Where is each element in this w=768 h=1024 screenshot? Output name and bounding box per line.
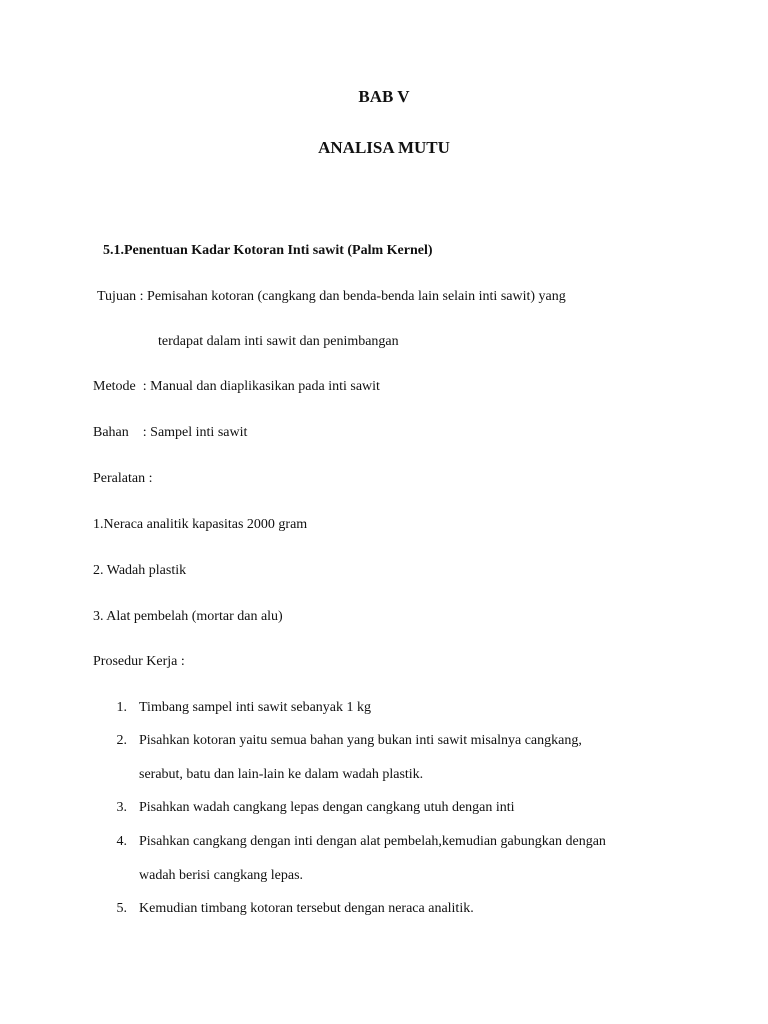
peralatan-item-2: 2. Wadah plastik — [93, 563, 187, 578]
peralatan-item-3: 3. Alat pembelah (mortar dan alu) — [93, 609, 283, 624]
step-text-continued: wadah berisi cangkang lepas. — [139, 868, 304, 883]
metode-line: Metode : Manual dan diaplikasikan pada inti sawit — [93, 379, 380, 394]
step-number: 1. — [116, 700, 127, 715]
step-number: 5. — [116, 901, 127, 916]
step-number: 2. — [116, 733, 127, 748]
chapter-label: BAB V — [358, 87, 410, 106]
section-heading: 5.1.Penentuan Kadar Kotoran Inti sawit (Palm Kernel) — [103, 243, 433, 258]
step-text: Kemudian timbang kotoran tersebut dengan neraca analitik. — [139, 901, 474, 916]
peralatan-label: Peralatan : — [93, 471, 153, 486]
tujuan-line-1: Tujuan : Pemisahan kotoran (cangkang dan benda-benda lain selain inti sawit) yang — [97, 289, 566, 304]
step-text: Timbang sampel inti sawit sebanyak 1 kg — [139, 700, 372, 715]
step-text: Pisahkan kotoran yaitu semua bahan yang bukan inti sawit misalnya cangkang, — [139, 733, 582, 748]
tujuan-line-2: terdapat dalam inti sawit dan penimbangan — [158, 334, 399, 349]
bahan-line: Bahan : Sampel inti sawit — [93, 425, 248, 440]
step-text-continued: serabut, batu dan lain-lain ke dalam wadah plastik. — [139, 767, 424, 782]
prosedur-label: Prosedur Kerja : — [93, 654, 185, 669]
step-text: Pisahkan wadah cangkang lepas dengan cangkang utuh dengan inti — [139, 800, 515, 815]
peralatan-item-1: 1.Neraca analitik kapasitas 2000 gram — [93, 517, 308, 532]
step-number: 3. — [116, 800, 127, 815]
step-number: 4. — [116, 834, 127, 849]
chapter-title: ANALISA MUTU — [318, 138, 450, 157]
step-text: Pisahkan cangkang dengan inti dengan alat pembelah,kemudian gabungkan dengan — [139, 834, 606, 849]
